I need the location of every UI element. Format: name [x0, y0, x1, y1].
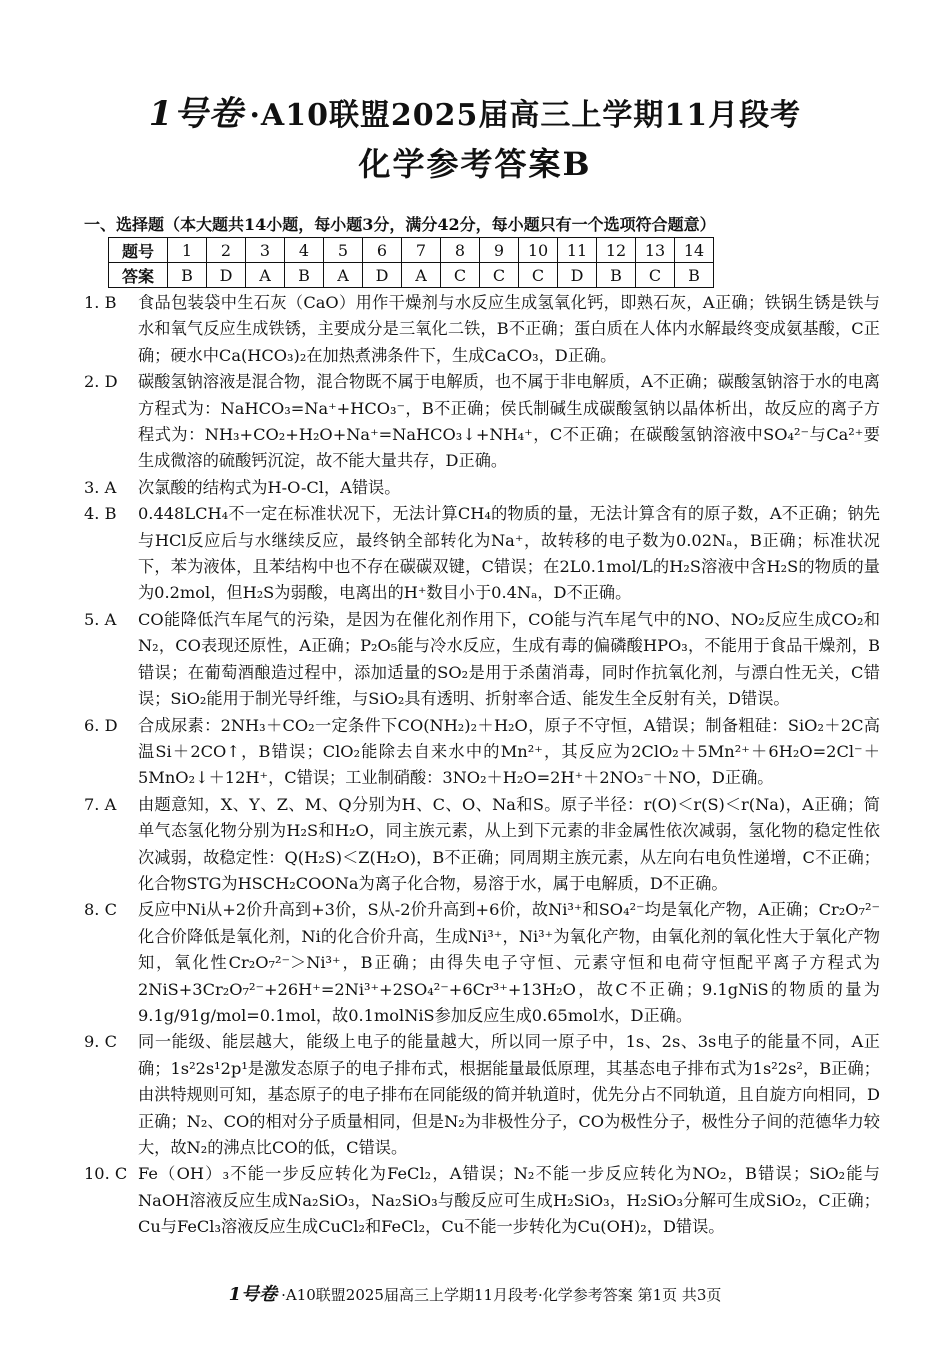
answer-cell: B — [285, 263, 324, 288]
answer-cell: B — [675, 263, 714, 288]
answer-cell: C — [441, 263, 480, 288]
question-number: 2 — [207, 238, 246, 263]
answer-cell: C — [519, 263, 558, 288]
question-number: 1 — [168, 238, 207, 263]
footer-text: ·A10联盟2025届高三上学期11月段考·化学参考答案 第1页 共3页 — [281, 1286, 722, 1304]
explanation-item — [84, 1029, 880, 1161]
answer-cell: D — [558, 263, 597, 288]
question-number: 5 — [324, 238, 363, 263]
page-footer — [0, 1280, 950, 1306]
item-text: 0.448LCH₄不一定在标准状况下，无法计算CH₄的物质的量，无法计算含有的原子数，A不正确；钠先与HCl反应后与水继续反应，最终钠全部转化为Na⁺，故转移的电子数为0.02Nₐ，B正确；标准状况下，苯为液体，且苯结构中也不存在碳碳双键，C错误；在2L0.1mol/L的H₂S溶液中含H₂S的物质的量为0.2mol，但H₂S为弱酸，电离出的H⁺数目小于0.4Nₐ，D不正确。 — [138, 504, 880, 603]
explanation-item — [84, 475, 880, 501]
item-text: 碳酸氢钠溶液是混合物，混合物既不属于电解质，也不属于非电解质，A不正确；碳酸氢钠溶于水的电离方程式为：NaHCO₃=Na⁺+HCO₃⁻，B不正确；侯氏制碱生成碳酸氢钠以晶体析出，故反应的离子方程式为：NH₃+CO₂+H₂O+Na⁺=NaHCO₃↓+NH₄⁺，C不正确；在碳酸氢钠溶液中SO₄²⁻与Ca²⁺要生成微溶的硫酸钙沉淀，故不能大量共存，D正确。 — [138, 372, 880, 471]
answer-cell: A — [402, 263, 441, 288]
answer-cell: D — [207, 263, 246, 288]
exam-title — [0, 92, 950, 138]
item-text: Fe（OH）₃不能一步反应转化为FeCl₂，A错误；N₂不能一步反应转化为NO₂，B错误；SiO₂能与NaOH溶液反应生成Na₂SiO₃，Na₂SiO₃与酸反应可生成H₂SiO₃，H₂SiO₃分解可生成SiO₂，C正确；Cu与FeCl₃溶液反应生成CuCl₂和FeCl₂，Cu不能一步转化为Cu(OH)₂，D错误。 — [138, 1164, 880, 1237]
explanation-item — [84, 501, 880, 607]
answer-table — [108, 237, 714, 288]
question-number: 12 — [597, 238, 636, 263]
question-number: 7 — [402, 238, 441, 263]
answer-row — [109, 263, 714, 288]
explanation-item — [84, 792, 880, 898]
item-text: 同一能级、能层越大，能级上电子的能量越大，所以同一原子中，1s、2s、3s电子的能量不同，A正确；1s²2s¹2p¹是激发态原子的电子排布式，根据能量最低原理，其基态电子排布式为1s²2s²，B正确；由洪特规则可知，基态原子的电子排布在同能级的简并轨道时，优先分占不同轨道，且自旋方向相同，D正确；N₂、CO的相对分子质量相同，但是N₂为非极性分子，CO为极性分子，极性分子间的范德华力较大，故N₂的沸点比CO的低，C错误。 — [138, 1032, 880, 1157]
item-number: 3. A — [84, 477, 117, 497]
answer-cell: D — [363, 263, 402, 288]
item-number: 10. C — [84, 1164, 128, 1184]
section-heading: 一、选择题（本大题共14小题，每小题3分，满分42分，每小题只有一个选项符合题意） — [84, 215, 716, 234]
row-label: 题号 — [109, 238, 168, 263]
item-text: 反应中Ni从+2价升高到+3价，S从-2价升高到+6价，故Ni³⁺和SO₄²⁻均是氧化产物，A正确；Cr₂O₇²⁻化合价降低是氧化剂，Ni的化合价升高，生成Ni³⁺，Ni³⁺为氧化产物，由氧化剂的氧化性大于氧化产物知，氧化性Cr₂O₇²⁻＞Ni³⁺，B正确；由得失电子守恒、元素守恒和电荷守恒配平离子方程式为2NiS+3Cr₂O₇²⁻+26H⁺=2Ni³⁺+2SO₄²⁻+6Cr³⁺+13H₂O，故C不正确；9.1gNiS的物质的量为9.1g/91g/mol=0.1mol，故0.1molNiS参加反应生成0.65mol水，D正确。 — [138, 900, 880, 1025]
explanation-item — [84, 897, 880, 1029]
item-number: 1. B — [84, 293, 117, 312]
item-text: 次氯酸的结构式为H-O-Cl，A错误。 — [138, 477, 401, 497]
answer-subtitle: 化学参考答案B — [358, 145, 592, 183]
answer-cell: C — [636, 263, 675, 288]
item-number: 6. D — [84, 715, 118, 735]
explanation-item — [84, 290, 880, 369]
answer-cell: A — [246, 263, 285, 288]
question-number: 3 — [246, 238, 285, 263]
row-label: 答案 — [109, 263, 168, 288]
item-text: CO能降低汽车尾气的污染，是因为在催化剂作用下，CO能与汽车尾气中的NO、NO₂反应生成CO₂和N₂，CO表现还原性，A正确；P₂O₅能与冷水反应，生成有毒的偏磷酸HPO₃，不能用于食品干燥剂，B错误；在葡萄酒酿造过程中，添加适量的SO₂是用于杀菌消毒，同时作抗氧化剂，与漂白性无关，C错误；SiO₂能用于制光导纤维，与SiO₂具有透明、折射率合适、能发生全反射有关，D错误。 — [138, 609, 880, 709]
question-number: 13 — [636, 238, 675, 263]
item-text: 食品包装袋中生石灰（CaO）用作干燥剂与水反应生成氢氧化钙，即熟石灰，A正确；铁锅生锈是铁与水和氧气反应生成铁锈，主要成分是三氧化二铁，B不正确；蛋白质在人体内水解最终变成氨基酸，C正确；硬水中Ca(HCO₃)₂在加热煮沸条件下，生成CaCO₃，D正确。 — [138, 293, 880, 365]
answer-cell: B — [597, 263, 636, 288]
exam-title-text: ·A10联盟2025届高三上学期11月段考 — [249, 98, 802, 133]
item-number: 4. B — [84, 504, 117, 524]
item-number: 5. A — [84, 609, 117, 629]
question-number-row — [109, 238, 714, 263]
explanation-item — [84, 369, 880, 475]
explanation-item — [84, 713, 880, 792]
item-number: 2. D — [84, 372, 118, 392]
question-number: 6 — [363, 238, 402, 263]
answer-cell: C — [480, 263, 519, 288]
item-number: 8. C — [84, 900, 117, 920]
page-header — [0, 92, 950, 190]
answer-cell: A — [324, 263, 363, 288]
question-number: 8 — [441, 238, 480, 263]
item-number: 9. C — [84, 1032, 117, 1052]
explanations — [84, 290, 880, 1241]
question-number: 4 — [285, 238, 324, 263]
item-text: 由题意知，X、Y、Z、M、Q分别为H、C、O、Na和S。原子半径：r(O)＜r(S)＜r(Na)，A正确；简单气态氢化物分别为H₂S和H₂O，同主族元素，从上到下元素的非金属性依次减弱，氢化物的稳定性依次减弱，故稳定性：Q(H₂S)＜Z(H₂O)，B不正确；同周期主族元素，从左向右电负性递增，C不正确；化合物STG为HSCH₂COONa为离子化合物，易溶于水，属于电解质，D不正确。 — [138, 794, 880, 893]
question-number: 9 — [480, 238, 519, 263]
explanation-item — [84, 607, 880, 713]
answer-cell: B — [168, 263, 207, 288]
brand-logo: 1号卷 — [148, 94, 244, 134]
footer-logo: 1号卷 — [228, 1284, 278, 1305]
item-text: 合成尿素：2NH₃＋CO₂一定条件下CO(NH₂)₂＋H₂O，原子不守恒，A错误；制备粗硅：SiO₂＋2C高温Si＋2CO↑，B错误；ClO₂能除去自来水中的Mn²⁺，其反应为2ClO₂＋5Mn²⁺＋6H₂O=2Cl⁻＋5MnO₂↓＋12H⁺，C错误；工业制硝酸：3NO₂＋H₂O=2H⁺＋2NO₃⁻＋NO，D正确。 — [138, 715, 880, 788]
question-number: 11 — [558, 238, 597, 263]
explanation-item — [84, 1161, 880, 1240]
question-number: 14 — [675, 238, 714, 263]
question-number: 10 — [519, 238, 558, 263]
item-number: 7. A — [84, 794, 117, 814]
